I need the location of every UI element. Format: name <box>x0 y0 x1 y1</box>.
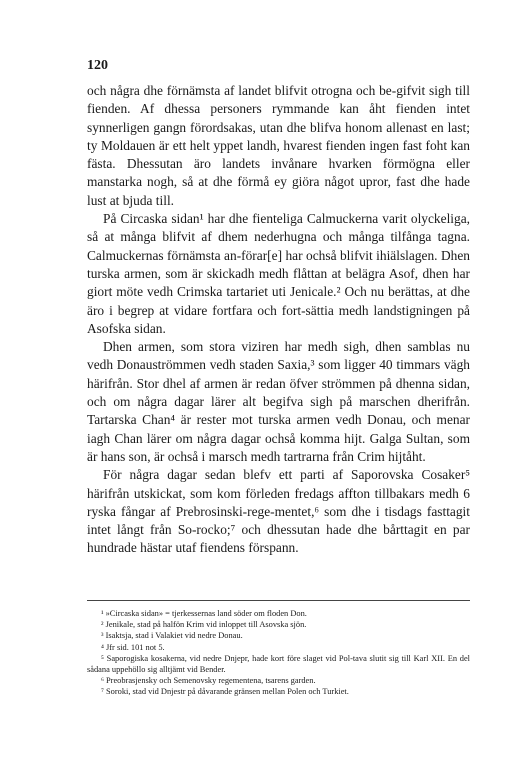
paragraph: För några dagar sedan blefv ett parti af Saporovska Cosaker⁵ härifrån utskickat, som kom förleden fredags affton tillbakars medh 6 ryska fångar af Prebrosinski-rege-mentet,⁶ som dhe i tisdags fasttagit intet långt från So-rocko;⁷ och dhessutan hade dhe bårttagit en par hundrade hästar utaf fiendens förspann. <box>87 467 470 556</box>
footnote: ³ Isaktsja, stad i Valakiet vid nedre Donau. <box>101 631 243 641</box>
footnote: ⁶ Preobrasjensky och Semenovsky regementena, tsarens garden. <box>101 676 316 686</box>
footnotes <box>87 608 470 698</box>
body-text <box>87 82 470 558</box>
footnote: ⁷ Soroki, stad vid Dnjestr på dåvarande gränsen mellan Polen och Turkiet. <box>101 687 349 697</box>
footnote-rule <box>87 600 470 601</box>
footnote: ⁵ Saporogiska kosakerna, vid nedre Dnjepr, hade kort före slaget vid Pol-tava slutit sig till Karl XII. En del sådana uppehöllo sig alltjämt vid Bender. <box>87 653 470 675</box>
footnote: ² Jenikale, stad på halfön Krim vid inloppet till Asovska sjön. <box>101 620 307 630</box>
page-number: 120 <box>87 58 108 73</box>
footnote: ¹ »Circaska sidan» = tjerkessernas land söder om floden Don. <box>101 609 307 618</box>
footnote: ⁴ Jfr sid. 101 not 5. <box>101 642 165 652</box>
paragraph: Dhen armen, som stora viziren har medh sigh, dhen samblas nu vedh Donauströmmen vedh staden Saxia,³ som ligger 40 timmars vägh härifrån. Stor dhel af armen är redan öfver strömmen på dhenna sidan, och om några dagar lärer alt begifva sigh på marschen dherifrån. Tartarska Chan⁴ är rester mot turska armen vedh Donau, och menar iagh Chan lärer om några dagar ochså komma hijt. Galga Sultan, som är hans son, är ochså i marsch medh tartrarna från Crim hijtåht. <box>87 339 470 464</box>
paragraph: och några dhe förnämsta af landet blifvit otrogna och be-gifvit sigh till fienden. Af dhessa personers rymmande kan åht fienden intet synnerligen gangn förordsakas, utan dhe blifva honom allenast en last; ty Moldauen är ett helt yppet landh, hvarest fienden ingen fast foht kan fästa. Dhessutan äro landets invånare hvarken förmögna eller manstarka nogh, så at dhe förmå ey giöra något upror, fast dhe hade lust at bjuda till. <box>87 83 470 208</box>
paragraph: På Circaska sidan¹ har dhe fienteliga Calmuckerna varit olyckeliga, så at många blifvit af dhem nederhugna och många tilfånga tagna. Calmuckernas förnämsta an-förar[e] har ochså blifvit ihiälslagen. Dhen turska armen, som är skickadh medh flåttan at belägra Asof, dhen har giort möte vedh Crimska tartariet uti Jenicale.² Och nu berättas, at dhe äro i begrep at vidare fortfara och fort-sättia medh landstigningen på Asofska sidan. <box>87 211 470 336</box>
